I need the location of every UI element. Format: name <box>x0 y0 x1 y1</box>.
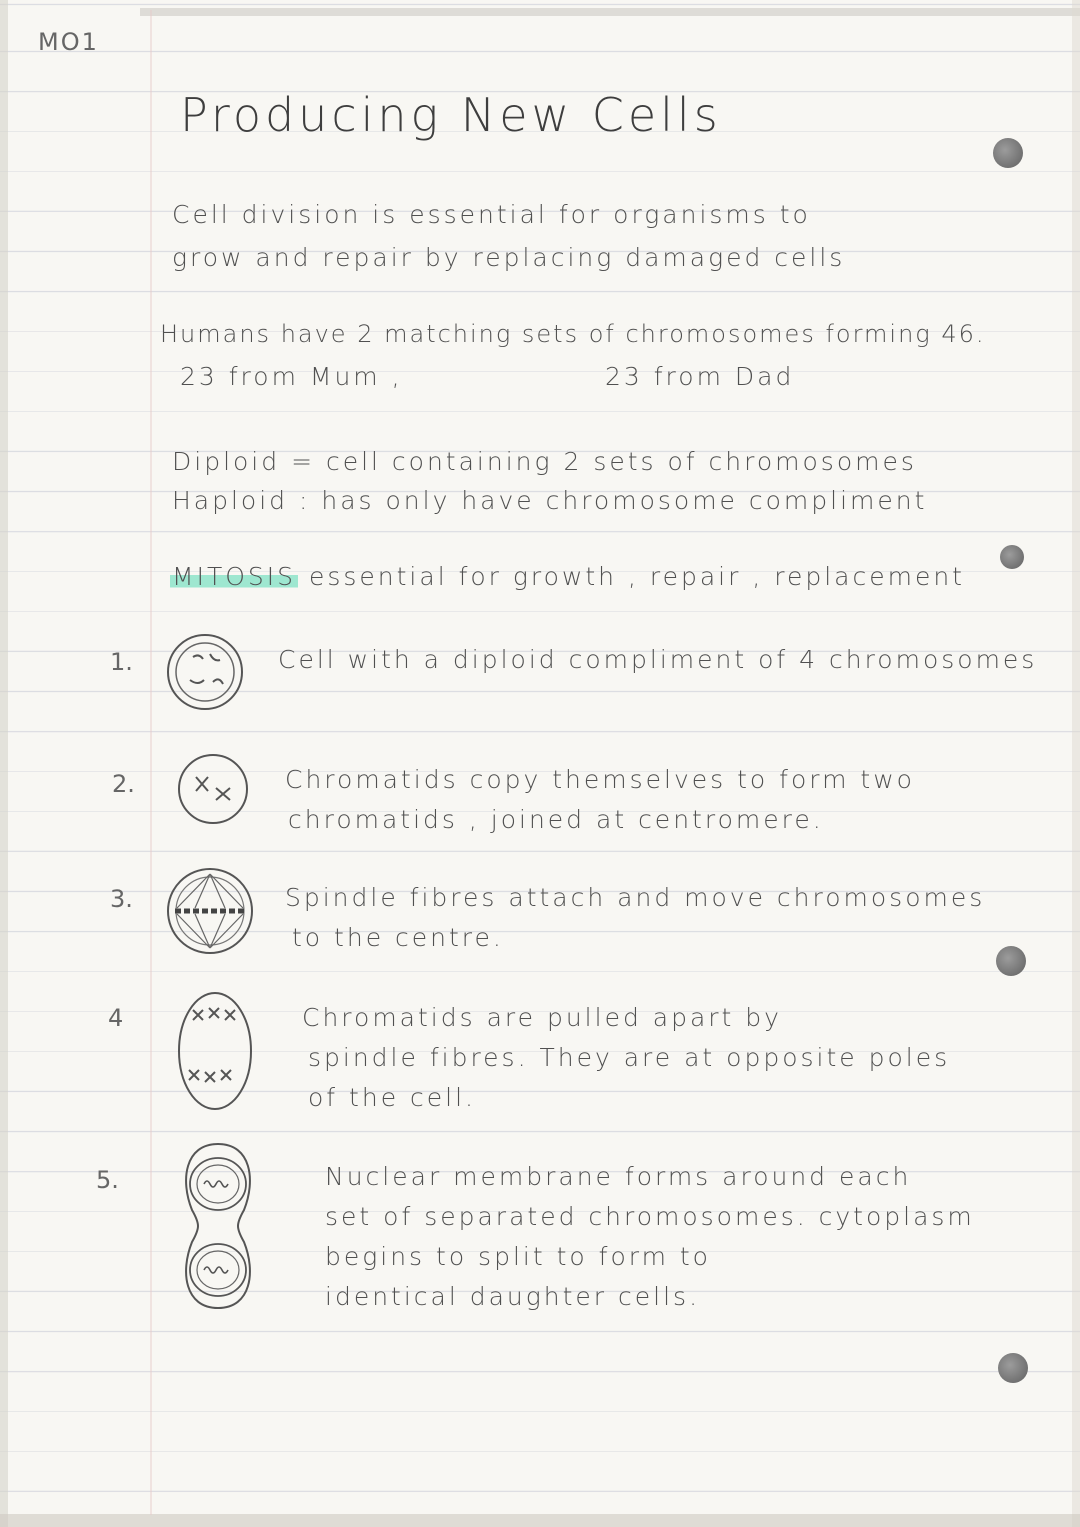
humans-line-2-dad: 23 from Dad <box>605 362 795 391</box>
punch-hole-icon <box>1000 545 1024 569</box>
step-text-line: set of separated chromosomes. cytoplasm <box>325 1202 975 1231</box>
cell-chromatids-diagram <box>176 752 252 828</box>
step-text-line: Chromatids are pulled apart by <box>302 1003 782 1032</box>
cell-anaphase-diagram <box>175 990 255 1112</box>
punch-hole-icon <box>993 138 1023 168</box>
humans-line-2-mum: 23 from Mum , <box>180 362 403 391</box>
step-number: 2. <box>112 770 135 798</box>
step-number: 4 <box>108 1004 124 1032</box>
step-text-line: identical daughter cells. <box>325 1282 701 1311</box>
step-text-line: Nuclear membrane forms around each <box>325 1162 912 1191</box>
humans-line-1: Humans have 2 matching sets of chromosomes forming 46. <box>160 320 986 348</box>
mitosis-purpose: essential for growth , repair , replacement <box>308 562 965 591</box>
punch-hole-icon <box>996 946 1026 976</box>
margin-line <box>150 10 152 1515</box>
cell-telophase-diagram <box>170 1140 266 1312</box>
step-text-line: Spindle fibres attach and move chromosomes <box>285 883 986 912</box>
mitosis-heading <box>170 562 965 591</box>
page-left-edge <box>0 0 8 1527</box>
intro-line-2: grow and repair by replacing damaged cells <box>172 243 846 272</box>
step-number: 3. <box>110 885 133 913</box>
mitosis-keyword: MITOSIS <box>172 562 297 591</box>
step-text-line: of the cell. <box>308 1083 476 1112</box>
page-title: Producing New Cells <box>180 88 722 142</box>
step-text-line: to the centre. <box>292 923 504 952</box>
haploid-definition: Haploid : has only have chromosome compliment <box>172 486 928 515</box>
diploid-definition: Diploid = cell containing 2 sets of chromosomes <box>172 447 917 476</box>
punch-hole-icon <box>998 1353 1028 1383</box>
step-number: 1. <box>110 648 133 676</box>
step-text-line: Cell with a diploid compliment of 4 chromosomes <box>278 645 1038 674</box>
page-bottom-edge <box>0 1514 1080 1527</box>
step-number: 5. <box>96 1166 119 1194</box>
page-right-edge <box>1072 0 1080 1527</box>
page-top-edge <box>140 8 1080 16</box>
intro-line-1: Cell division is essential for organisms to <box>172 200 811 229</box>
cell-diploid-diagram <box>165 632 247 712</box>
step-text-line: begins to split to form to <box>325 1242 711 1271</box>
step-text-line: Chromatids copy themselves to form two <box>285 765 915 794</box>
page-corner-label: MO1 <box>38 28 99 56</box>
step-text-line: spindle fibres. They are at opposite poles <box>308 1043 951 1072</box>
cell-spindle-diagram <box>165 866 255 956</box>
step-text-line: chromatids , joined at centromere. <box>288 805 824 834</box>
